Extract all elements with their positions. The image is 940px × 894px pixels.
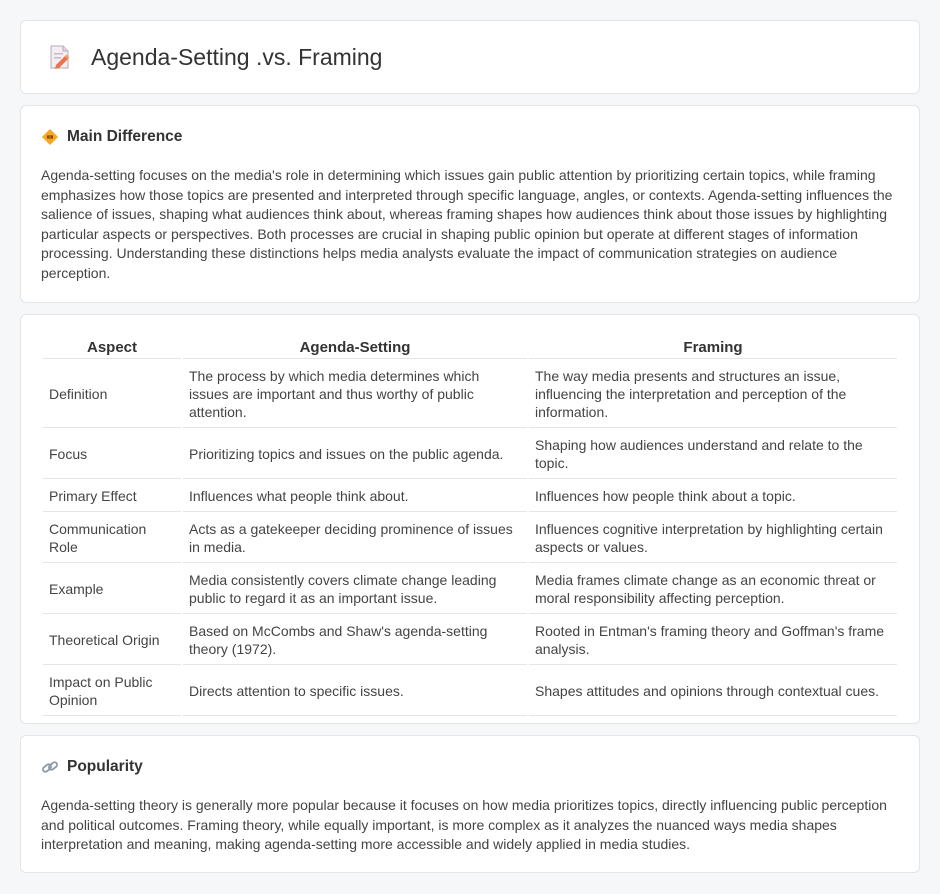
main-difference-card [20,105,920,303]
table-row [43,512,897,563]
page-title: Agenda-Setting .vs. Framing [91,43,383,70]
popularity-text: Agenda-setting theory is generally more popular because it focuses on how media prioritizes topics, directly influencing public perception and political outcomes. Framing theory, while equally important, is more complex as it analyzes the nuanced ways media shapes interpretation and meaning, making agenda-setting more accessible and widely applied in media studies. [41,797,887,852]
header-agenda-setting: Agenda-Setting [183,333,527,359]
table-row [43,479,897,512]
row-framing: Media frames climate change as an economic threat or moral responsibility affecting perception. [529,563,897,614]
row-agenda-setting: The process by which media determines which issues are important and thus worthy of public attention. [183,359,527,428]
comparison-card [20,314,920,724]
table-header-row [43,333,897,359]
popularity-card [20,735,920,873]
row-aspect: Focus [43,428,181,479]
table-row [43,428,897,479]
row-agenda-setting: Influences what people think about. [183,479,527,512]
header-aspect: Aspect [43,333,181,359]
row-agenda-setting: Based on McCombs and Shaw's agenda-setting theory (1972). [183,614,527,665]
row-aspect: Definition [43,359,181,428]
link-icon [41,758,59,776]
diamond-icon [41,128,59,146]
document-pencil-icon [45,43,73,71]
table-row [43,665,897,716]
table-row [43,563,897,614]
row-framing: Rooted in Entman's framing theory and Goffman's frame analysis. [529,614,897,665]
row-aspect: Theoretical Origin [43,614,181,665]
main-difference-title: Main Difference [67,128,183,145]
table-row [43,614,897,665]
row-framing: The way media presents and structures an issue, influencing the interpretation and perception of the information. [529,359,897,428]
popularity-title: Popularity [67,758,143,775]
row-aspect: Communication Role [43,512,181,563]
row-framing: Influences how people think about a topic. [529,479,897,512]
row-framing: Shaping how audiences understand and relate to the topic. [529,428,897,479]
main-difference-heading [41,128,899,146]
row-agenda-setting: Acts as a gatekeeper deciding prominence of issues in media. [183,512,527,563]
row-agenda-setting: Directs attention to specific issues. [183,665,527,716]
row-aspect: Example [43,563,181,614]
table-row [43,359,897,428]
row-framing: Influences cognitive interpretation by highlighting certain aspects or values. [529,512,897,563]
row-agenda-setting: Media consistently covers climate change leading public to regard it as an important issue. [183,563,527,614]
row-framing: Shapes attitudes and opinions through contextual cues. [529,665,897,716]
main-difference-text: Agenda-setting focuses on the media's role in determining which issues gain public attention by prioritizing certain topics, while framing emphasizes how those topics are presented and interpreted through specific language, angles, or contexts. Agenda-setting influences the salience of issues, shaping what audiences think about, whereas framing shapes how audiences think about those issues by highlighting particular aspects or perspectives. Both processes are crucial in shaping public opinion but operate at different stages of information processing. Understanding these distinctions helps media analysts evaluate the impact of communication strategies on audience perception. [41,167,893,281]
header-framing: Framing [529,333,897,359]
row-aspect: Primary Effect [43,479,181,512]
row-agenda-setting: Prioritizing topics and issues on the public agenda. [183,428,527,479]
title-card [20,20,920,94]
comparison-table [41,333,899,716]
row-aspect: Impact on Public Opinion [43,665,181,716]
popularity-heading [41,758,899,776]
